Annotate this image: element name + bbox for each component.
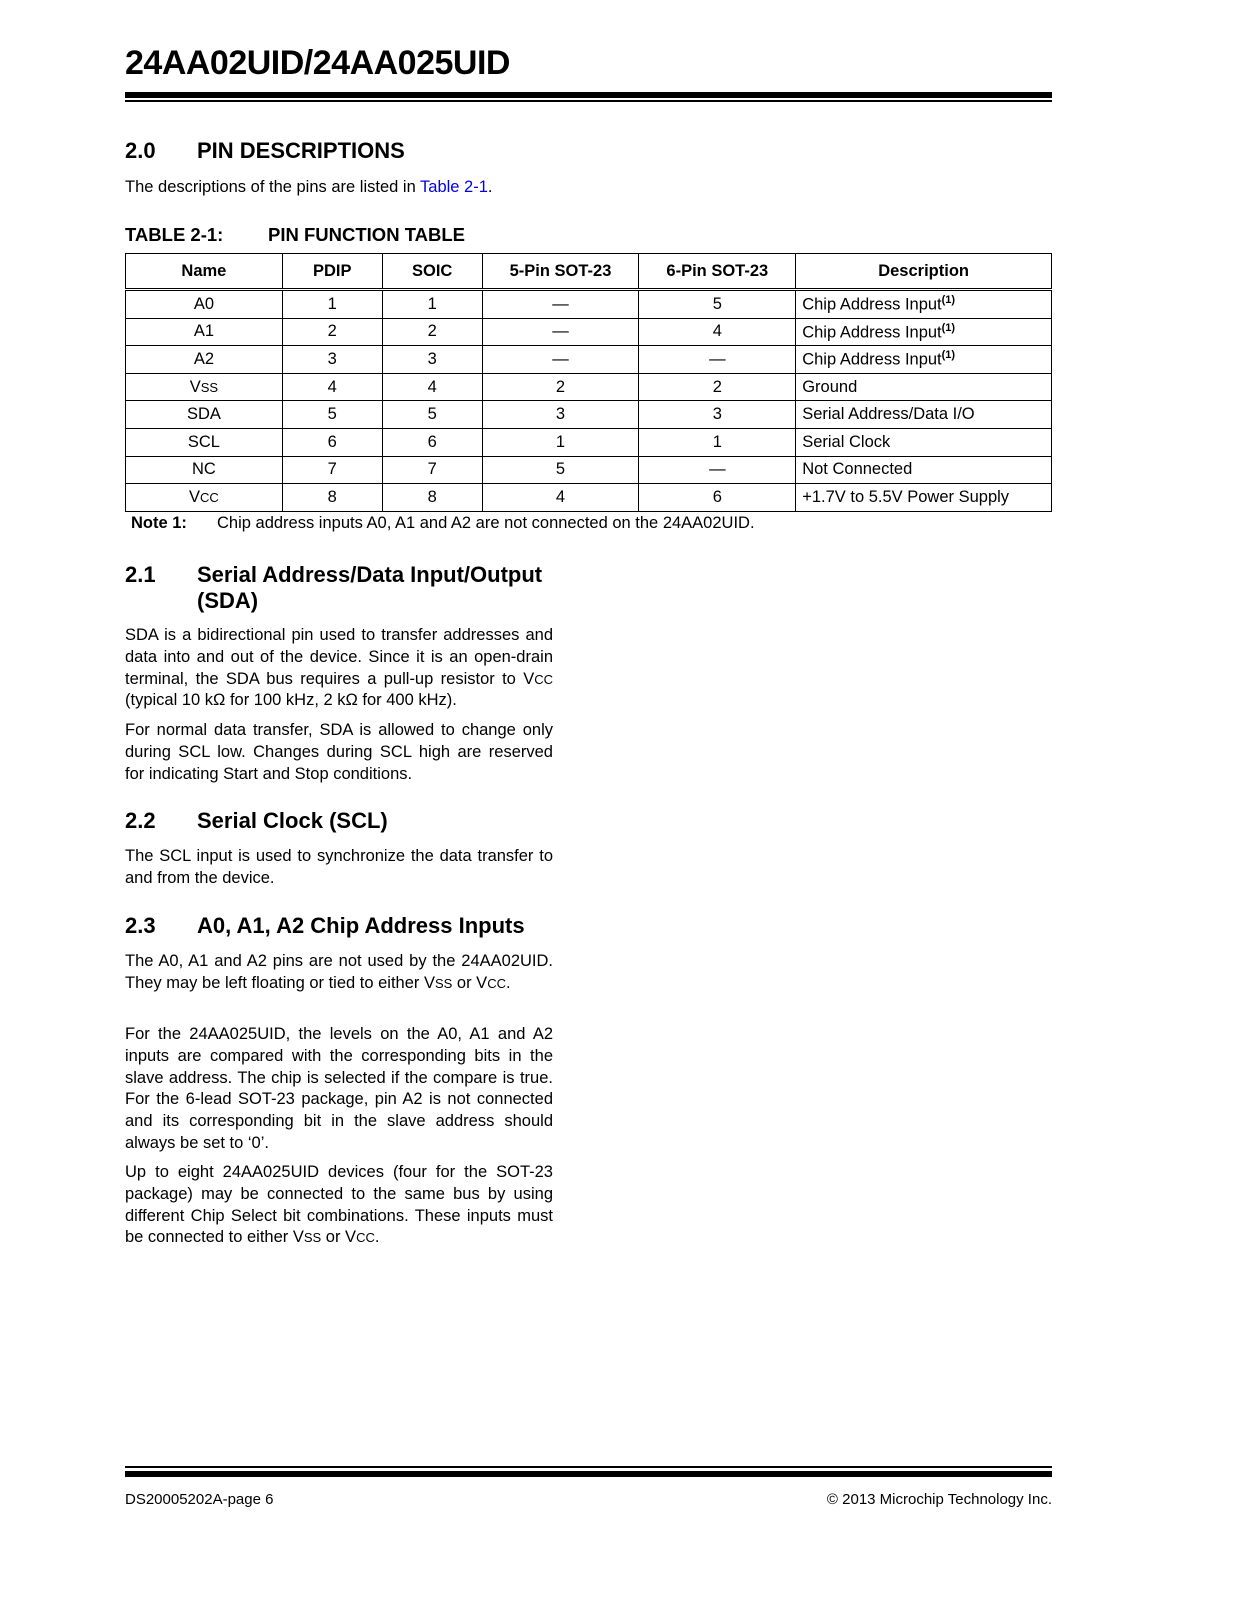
- section-2-1-heading: [125, 562, 542, 614]
- pin-name: SDA: [126, 401, 283, 429]
- table-row: [126, 290, 1052, 319]
- description-cell: Chip Address Input$^{(1)}$: [796, 346, 1052, 374]
- soic-cell: 5: [382, 401, 482, 429]
- table-caption-number: TABLE 2-1:: [125, 224, 224, 245]
- pdip-cell: 1: [282, 290, 382, 319]
- section-title: A0, A1, A2 Chip Address Inputs: [197, 913, 525, 938]
- col-header-description: Description: [796, 254, 1052, 290]
- table-row: [126, 318, 1052, 346]
- description-cell: Chip Address Input$^{(1)}$: [796, 318, 1052, 346]
- table-row: [126, 428, 1052, 456]
- pdip-cell: 7: [282, 456, 382, 484]
- sot6-cell: —: [639, 346, 796, 374]
- section-2-2-para-1: The SCL input is used to synchronize the data transfer to and from the device.: [125, 847, 553, 887]
- pin-name: SCL: [126, 428, 283, 456]
- table-row: [126, 373, 1052, 401]
- intro-text: The descriptions of the pins are listed in: [125, 178, 421, 196]
- description-cell: Not Connected: [796, 456, 1052, 484]
- sot5-cell: 4: [482, 484, 639, 512]
- col-header-soic: SOIC: [382, 254, 482, 290]
- section-2-0-intro: [125, 177, 1025, 199]
- pdip-cell: 4: [282, 373, 382, 401]
- col-header-name: Name: [126, 254, 283, 290]
- sot6-cell: 3: [639, 401, 796, 429]
- soic-cell: 8: [382, 484, 482, 512]
- sot5-cell: —: [482, 290, 639, 319]
- description-cell: Serial Address/Data I/O: [796, 401, 1052, 429]
- table-note: [131, 514, 755, 533]
- sot5-cell: —: [482, 318, 639, 346]
- table-caption: [125, 224, 465, 246]
- table-caption-title: PIN FUNCTION TABLE: [268, 224, 465, 245]
- sot5-cell: 3: [482, 401, 639, 429]
- table-row: [126, 484, 1052, 512]
- section-number: 2.3: [125, 913, 156, 938]
- header-rule-thin: [125, 100, 1052, 102]
- page-title: 24AA02UID/24AA025UID: [125, 44, 510, 82]
- section-title: Serial Clock (SCL): [197, 808, 388, 833]
- soic-cell: 2: [382, 318, 482, 346]
- section-title: PIN DESCRIPTIONS: [197, 138, 405, 163]
- sot5-cell: 5: [482, 456, 639, 484]
- section-number: 2.0: [125, 138, 156, 163]
- sot5-cell: 1: [482, 428, 639, 456]
- description-cell: +1.7V to 5.5V Power Supply: [796, 484, 1052, 512]
- col-header-5pin-sot23: 5-Pin SOT-23: [482, 254, 639, 290]
- soic-cell: 3: [382, 346, 482, 374]
- sot5-cell: 2: [482, 373, 639, 401]
- footnote-ref: (1): [941, 349, 956, 362]
- sot6-cell: 4: [639, 318, 796, 346]
- table-header-row: [126, 254, 1052, 290]
- intro-suffix: .: [487, 178, 493, 196]
- header-rule-thick: [125, 92, 1052, 98]
- sot6-cell: 2: [639, 373, 796, 401]
- table-2-1-link[interactable]: Table 2-1: [420, 178, 488, 196]
- section-2-3-heading: [125, 913, 525, 939]
- note-label: Note 1:: [131, 514, 187, 532]
- section-2-3-para-1: The A0, A1 and A2 pins are not used by the 24AA02UID. They may be left floating or tied to either VSS or VCC.: [125, 952, 553, 992]
- pdip-cell: 5: [282, 401, 382, 429]
- table-row: [126, 456, 1052, 484]
- pin-name: A2: [126, 346, 283, 374]
- description-cell: Ground: [796, 373, 1052, 401]
- footnote-ref: (1): [941, 294, 956, 307]
- section-2-2-heading: [125, 808, 388, 834]
- sot6-cell: 6: [639, 484, 796, 512]
- section-number: 2.2: [125, 808, 156, 833]
- table-row: [126, 401, 1052, 429]
- section-title: Serial Address/Data Input/Output (SDA): [197, 562, 543, 613]
- sot6-cell: 1: [639, 428, 796, 456]
- footer-copyright: © 2013 Microchip Technology Inc.: [826, 1491, 1052, 1508]
- footnote-ref: (1): [941, 321, 956, 334]
- section-number: 2.1: [125, 562, 156, 587]
- soic-cell: 7: [382, 456, 482, 484]
- pin-name: NC: [126, 456, 283, 484]
- soic-cell: 1: [382, 290, 482, 319]
- section-2-1-para-2: For normal data transfer, SDA is allowed to change only during SCL low. Changes during SCL high are reserved for indicating Start and Stop conditions.: [125, 721, 553, 783]
- pdip-cell: 2: [282, 318, 382, 346]
- description-cell: Chip Address Input$^{(1)}$: [796, 290, 1052, 319]
- note-text: Chip address inputs A0, A1 and A2 are not connected on the 24AA02UID.: [217, 514, 755, 532]
- footer-rule-thin: [125, 1466, 1052, 1468]
- section-2-1-para-1: SDA is a bidirectional pin used to transfer addresses and data into and out of the device. Since it is an open-drain terminal, the SDA bus requires a pull-up resistor to VCC (typical 10 kΩ for 100 kHz, 2 kΩ for 400 kHz).: [125, 626, 553, 710]
- pin-name: A1: [126, 318, 283, 346]
- pdip-cell: 8: [282, 484, 382, 512]
- col-header-6pin-sot23: 6-Pin SOT-23: [639, 254, 796, 290]
- pin-name: A0: [126, 290, 283, 319]
- table-row: [126, 346, 1052, 374]
- sot6-cell: 5: [639, 290, 796, 319]
- col-header-pdip: PDIP: [282, 254, 382, 290]
- pin-function-table: [125, 253, 1052, 512]
- section-2-0-heading: [125, 138, 405, 164]
- soic-cell: 6: [382, 428, 482, 456]
- section-2-3-para-3: Up to eight 24AA025UID devices (four for the SOT-23 package) may be connected to the same bus by using different Chip Select bit combinations. These inputs must be connected to either VSS or VCC.: [125, 1163, 553, 1247]
- description-cell: Serial Clock: [796, 428, 1052, 456]
- pdip-cell: 3: [282, 346, 382, 374]
- footer-doc-id: DS20005202A-page 6: [125, 1491, 274, 1508]
- pin-name: VCC: [126, 484, 283, 512]
- soic-cell: 4: [382, 373, 482, 401]
- pdip-cell: 6: [282, 428, 382, 456]
- sot5-cell: —: [482, 346, 639, 374]
- sot6-cell: —: [639, 456, 796, 484]
- footer-rule-thick: [125, 1471, 1052, 1477]
- section-2-3-para-2: For the 24AA025UID, the levels on the A0, A1 and A2 inputs are compared with the corresponding bits in the slave address. The chip is selected if the compare is true. For the 6-lead SOT-23 package, pin A2 is not connected and its corresponding bit in the slave address should always be set to ‘0’.: [125, 1025, 553, 1152]
- pin-name: VSS: [126, 373, 283, 401]
